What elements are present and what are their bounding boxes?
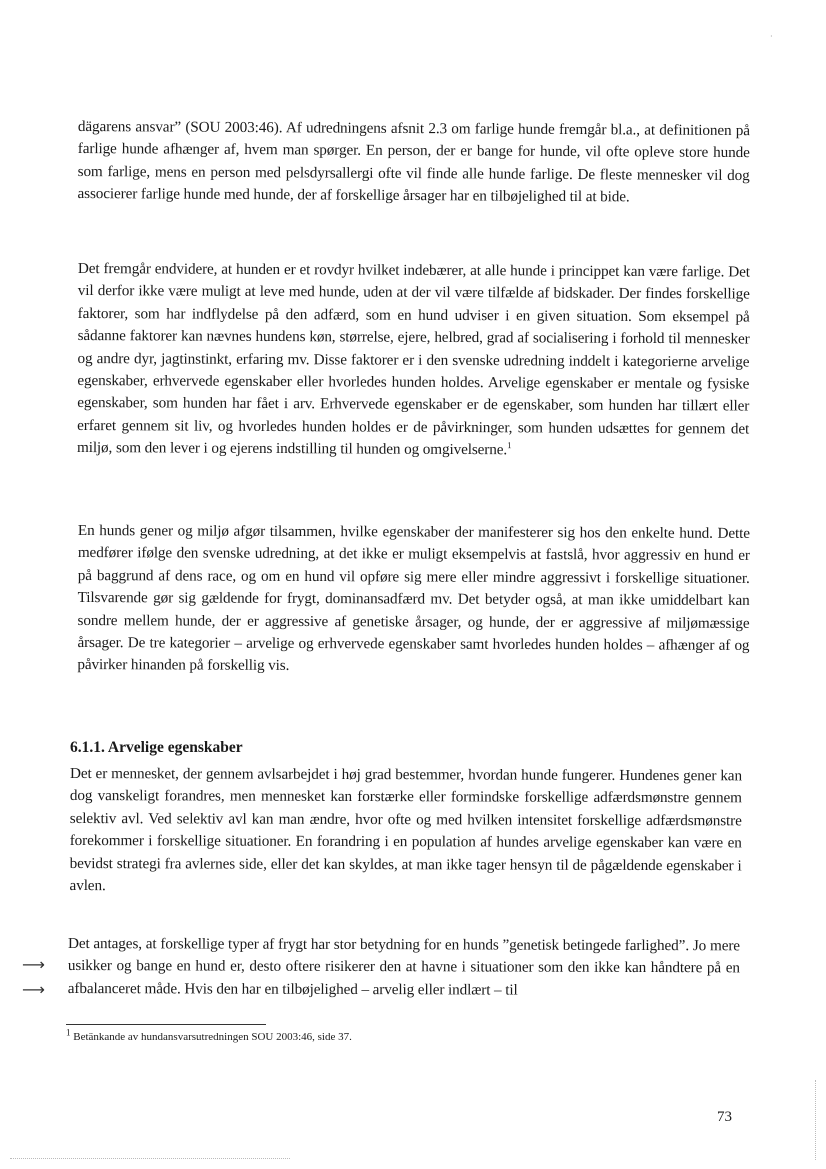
section-heading: 6.1.1. Arvelige egenskaber: [70, 739, 243, 756]
paragraph-2-text: Det fremgår endvidere, at hunden er et rovdyr hvilket indebærer, at alle hunde i princippet kan være farlige. Det vil derfor ikke være muligt at leve med hunde, uden at der vil være tilfælde af bidskader. Der findes forskellige faktorer, som har indflydelse på den adfærd, som en hund udviser i en given situation. Som eksempel på sådanne faktorer kan nævnes hundens køn, størrelse, ejere, helbred, grad af socialisering i forhold til mennesker og andre dyr, jagtinstinkt, erfaring mv. Disse faktorer er i den svenske udredning inddelt i kategorierne arvelige egenskaber, erhvervede egenskaber eller hvorledes hunden holdes. Arvelige egenskaber er mentale og fysiske egenskaber, som hunden har fået i arv. Erhvervede egenskaber er de egenskaber, som hunden har tillært eller erfaret gennem sit liv, og hvorledes hunden holdes er de påvirkninger, som hunden udsættes for gennem det miljø, som den lever i og ejerens indstilling til hunden og omgivelserne.: [76, 259, 750, 459]
paragraph-1: dägarens ansvar” (SOU 2003:46). Af udredningens afsnit 2.3 om farlige hunde fremgår bl.a., at definitionen på farlige hunde afhænger af, hvem man spørger. En person, der er bange for hunde, vil ofte opleve store hunde som farlige, mens en person med pelsdyrsallergi ofte vil finde alle hunde farlige. De fleste mennesker vil dog associerer farlige hunde med hunde, der af forskellige årsager har en tilbøjelighed til at bide.: [77, 117, 750, 206]
paragraph-4: Det er mennesket, der gennem avlsarbejdet i høj grad bestemmer, hvordan hunde fungerer. Hundenes gener kan dog vanskeligt forandres, men mennesket kan forstærke eller formindske forskellige adfærdsmønstre gennem selektiv avl. Ved selektiv avl kan man ændre, hvor ofte og med hvilken intensitet forskellige adfærdsmønstre forekommer i forskellige situationer. En forandring i en population af hundes arvelige egenskaber kan være en bevidst strategi fra avlernes side, eller det kan skyldes, at man ikke tager hensyn til de pågældende egenskaber i avlen.: [69, 765, 742, 895]
scan-noise-bottom: [10, 1158, 290, 1159]
footnote-marker: 1: [66, 1027, 71, 1038]
margin-arrow-icon: ⟶: [22, 955, 45, 974]
paragraph-3: En hunds gener og miljø afgør tilsammen, hvilke egenskaber der manifesterer sig hos den enkelte hund. Dette medfører ifølge den svenske udredning, at det ikke er muligt eksempelvis at fastslå, hvor aggressiv en hund er på baggrund af dens race, og om en hund vil opføre sig mere eller mindre aggressivt i forskellige situationer. Tilsvarende gør sig gældende for frygt, dominansadfærd mv. Det betyder også, at man ikke umiddelbart kan sondre mellem hunde, der er aggressive af genetiske årsager, og hunde, der er aggressive af miljømæssige årsager. De tre kategorier – arvelige og erhvervede egenskaber samt hvorledes hunden holdes – afhænger af og påvirker hinanden på forskellig vis.: [77, 522, 750, 675]
footnote: [66, 1027, 352, 1043]
page-number: 73: [717, 1109, 732, 1125]
margin-arrow-icon: ⟶: [22, 980, 45, 999]
paragraph-2: [77, 258, 750, 463]
scan-speck: ·: [770, 32, 773, 41]
footnote-text: Betänkande av hundansvarsutredningen SOU 2003:46, side 37.: [73, 1031, 352, 1043]
footnote-reference: 1: [507, 440, 512, 451]
footnote-divider: [66, 1024, 266, 1025]
paragraph-5: Det antages, at forskellige typer af frygt har stor betydning for en hunds ”genetisk betingede farlighed”. Jo mere usikker og bange en hund er, desto oftere risikerer den at havne i situationer som den ikke kan håndtere på en afbalanceret måde. Hvis den har en tilbøjelighed – arvelig eller indlært – til: [67, 935, 740, 999]
scan-noise-right: [815, 1080, 816, 1160]
